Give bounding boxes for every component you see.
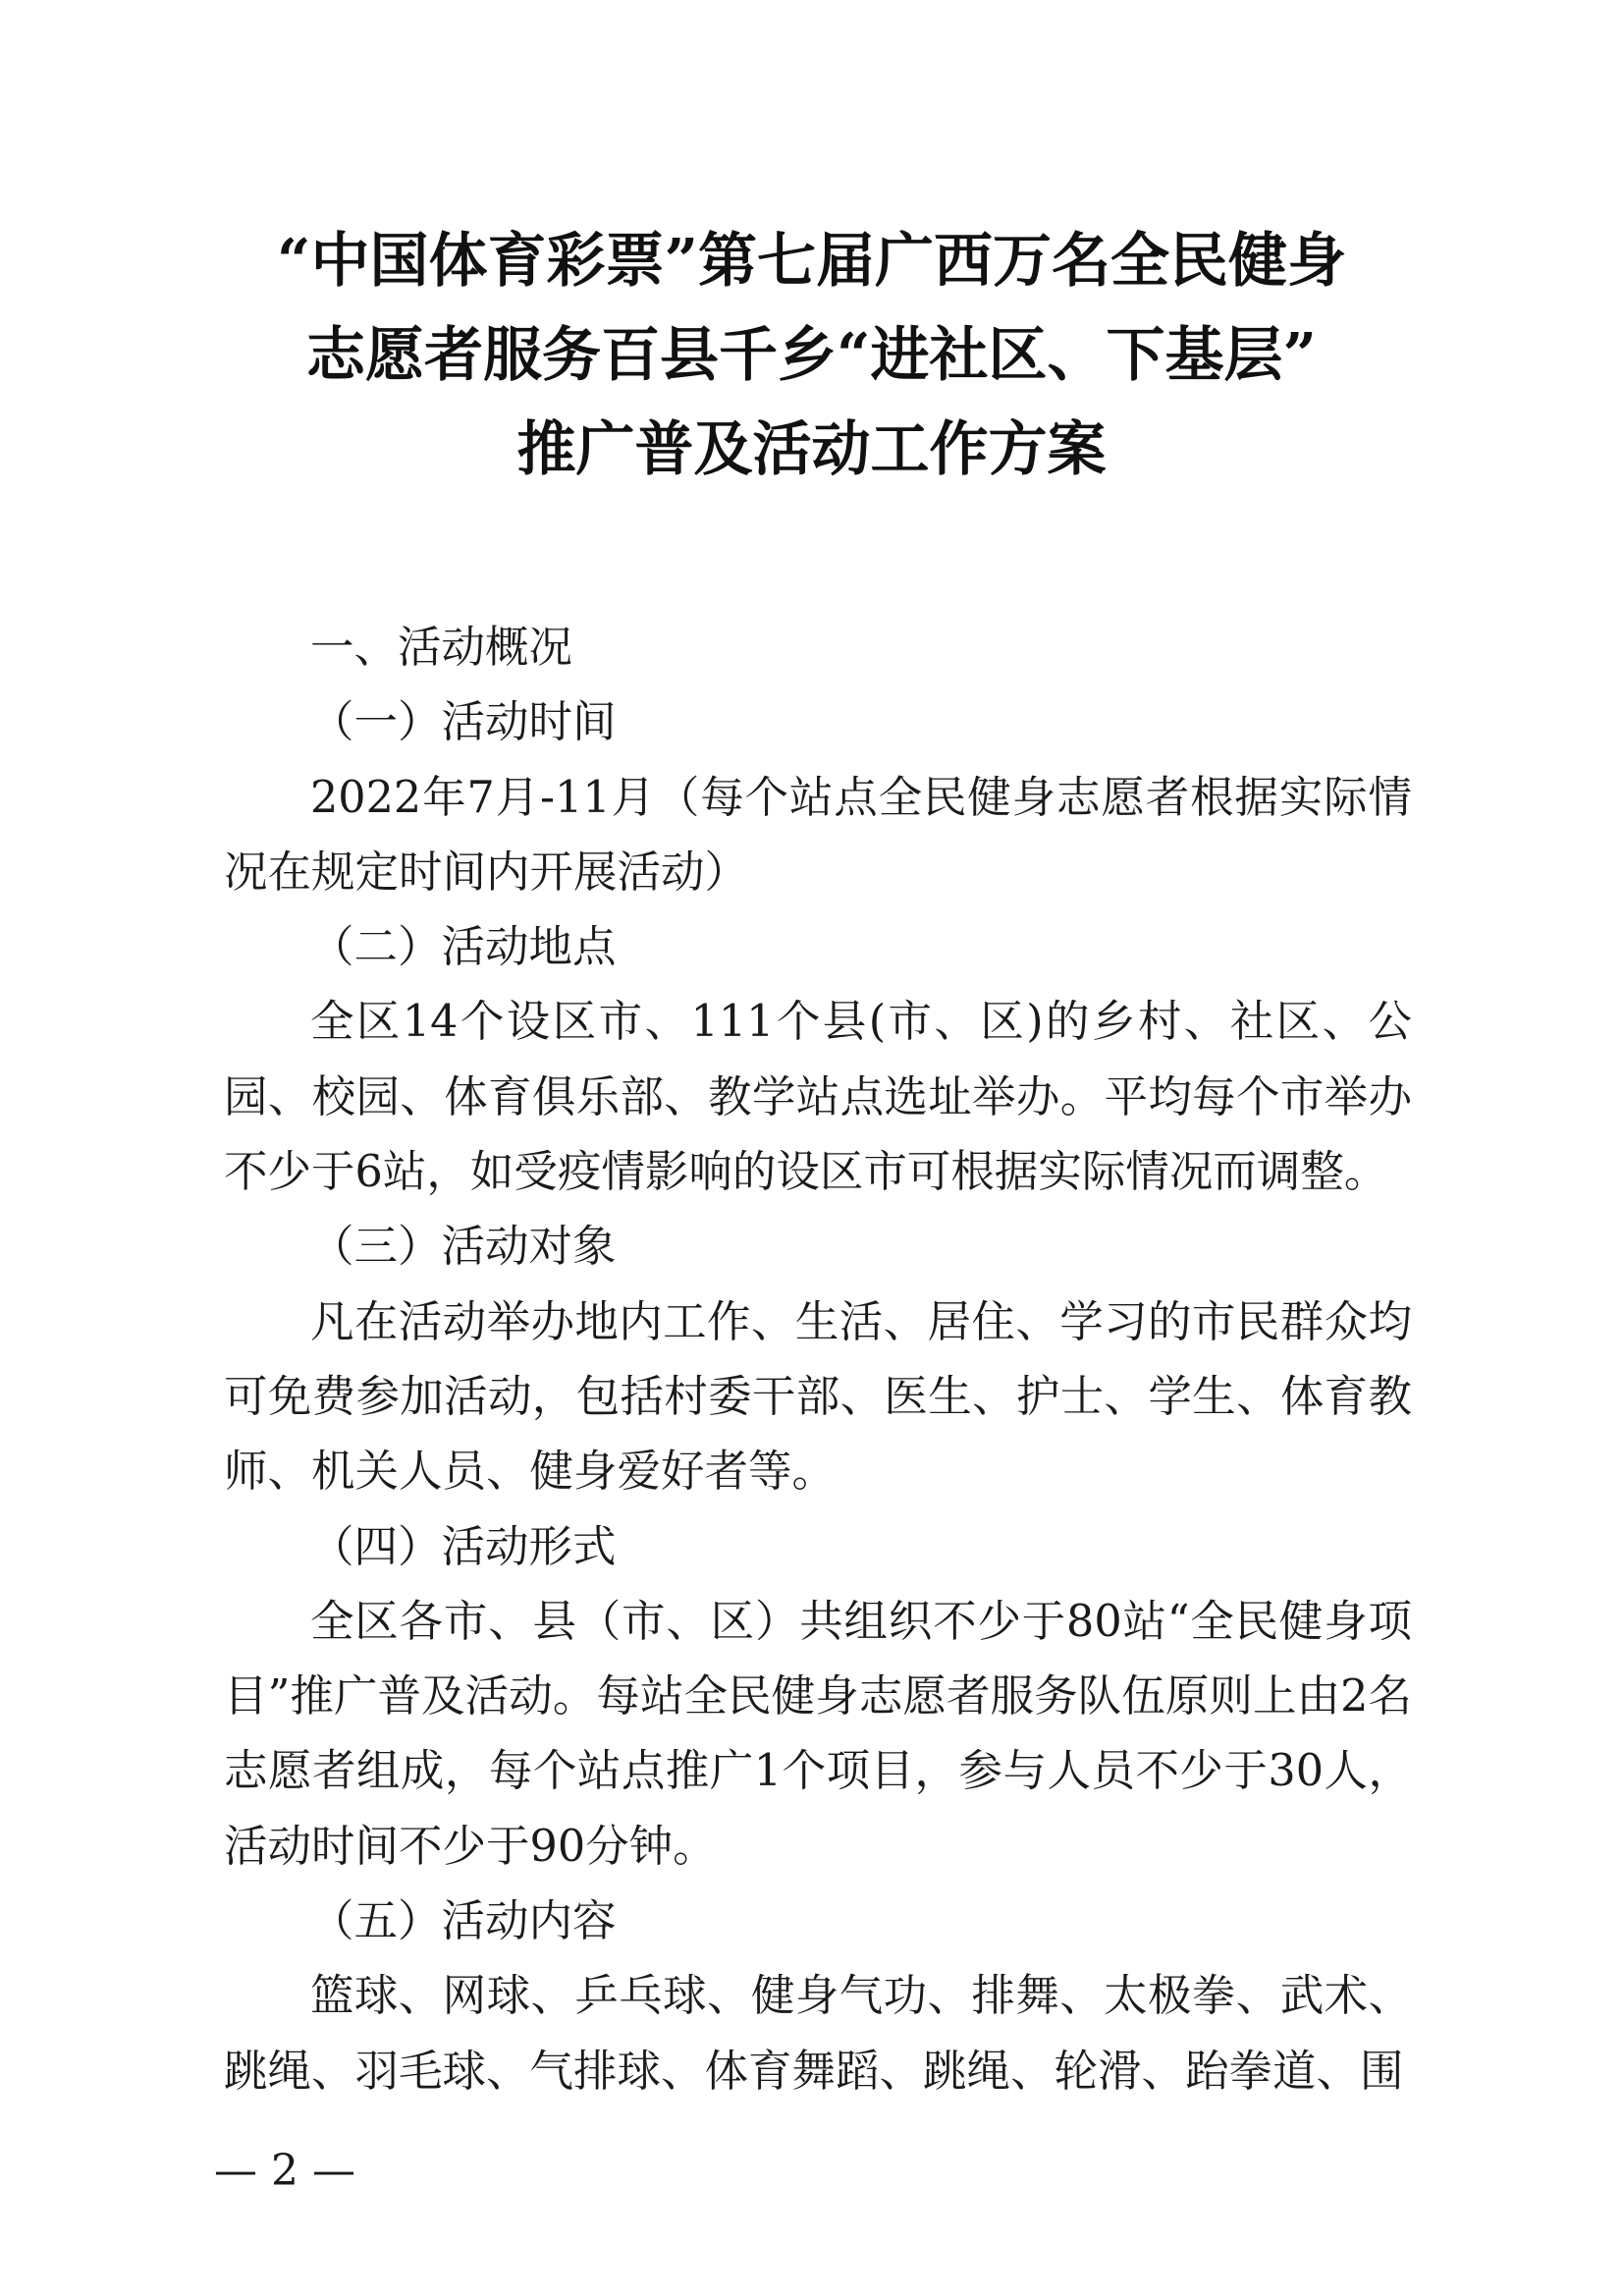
page-number: — 2 — [214, 2146, 355, 2196]
title-line-2: 志愿者服务百县千乡“进社区、下基层” [305, 321, 1318, 390]
document-body [224, 611, 1412, 2109]
paragraph-audience: 凡在活动举办地内工作、生活、居住、学习的市民群众均可免费参加活动，包括村委干部、医生、护士、学生、体育教师、机关人员、健身爱好者等。 [224, 1296, 1412, 1498]
subheading-audience: （三）活动对象 [310, 1222, 617, 1273]
subheading-location: （二）活动地点 [310, 922, 617, 973]
title-line-1: “中国体育彩票”第七届广西万名全民健身 [276, 227, 1347, 296]
section-heading-overview: 一、活动概况 [310, 623, 573, 673]
paragraph-location: 全区14个设区市、111个县(市、区)的乡村、社区、公园、校园、体育俱乐部、教学站点选址举办。平均每个市举办不少于6站，如受疫情影响的设区市可根据实际情况而调整。 [224, 997, 1412, 1198]
document-title [157, 214, 1466, 497]
subheading-content: （五）活动内容 [310, 1896, 617, 1947]
title-line-3: 推广普及活动工作方案 [516, 415, 1107, 484]
subheading-format: （四）活动形式 [310, 1521, 617, 1572]
paragraph-time: 2022年7月-11月（每个站点全民健身志愿者根据实际情况在规定时间内开展活动） [224, 772, 1412, 898]
paragraph-content: 篮球、网球、乒乓球、健身气功、排舞、太极拳、武术、跳绳、羽毛球、气排球、体育舞蹈、跳绳、轮滑、跆拳道、围 [224, 1971, 1412, 2097]
subheading-time: （一）活动时间 [310, 697, 617, 748]
paragraph-format: 全区各市、县（市、区）共组织不少于80站“全民健身项目”推广普及活动。每站全民健身志愿者服务队伍原则上由2名志愿者组成，每个站点推广1个项目，参与人员不少于30人，活动时间不少于90分钟。 [224, 1596, 1412, 1872]
